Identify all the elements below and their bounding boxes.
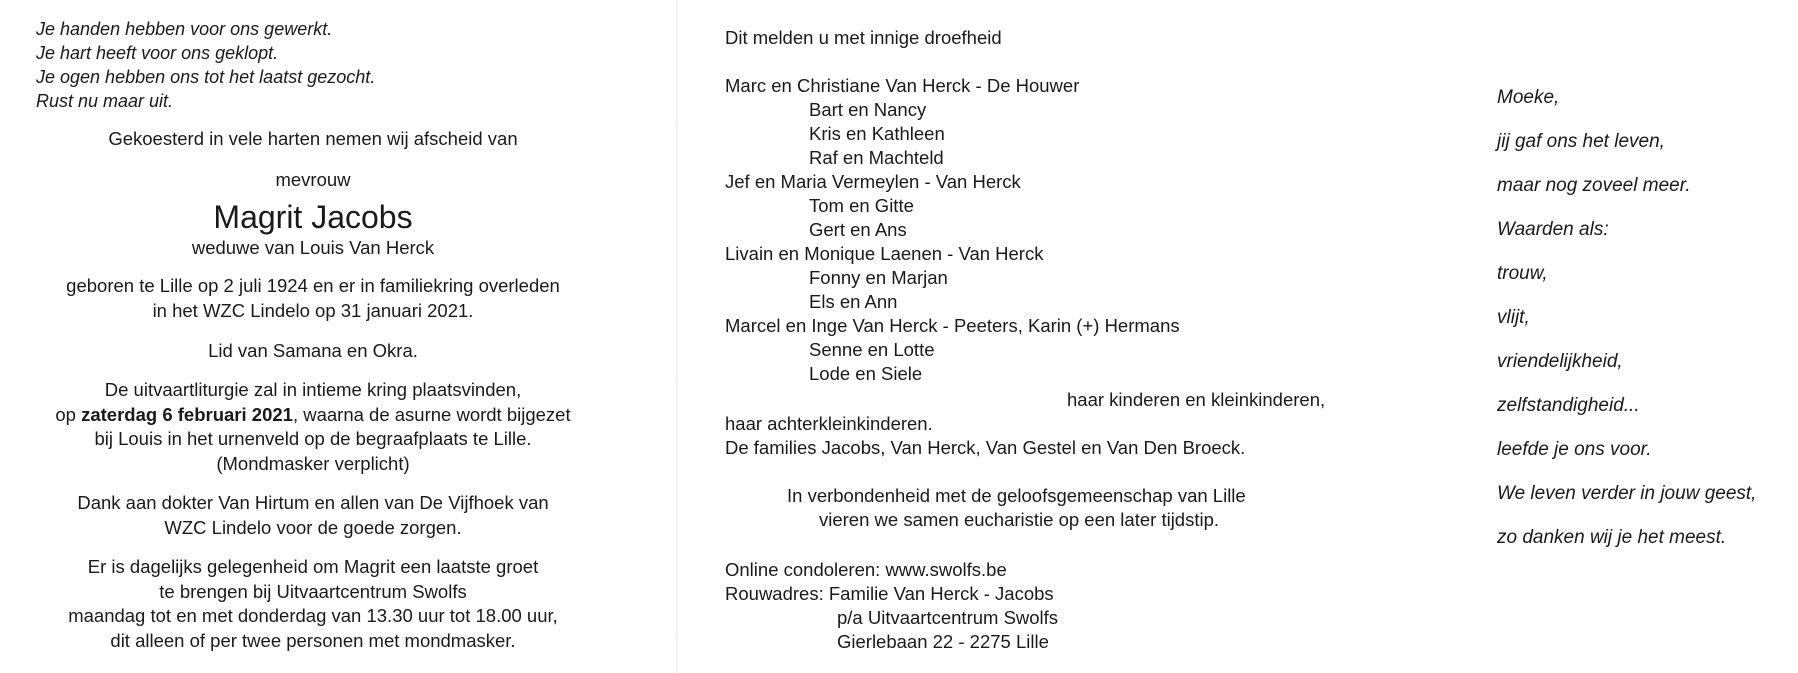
poem-line: vlijt, <box>1497 307 1530 328</box>
widow-of: weduwe van Louis Van Herck <box>191 237 435 258</box>
funeral-prefix: op <box>55 403 82 425</box>
funeral-line: bij Louis in het urnenveld op de begraafplaats te Lille. <box>94 428 532 449</box>
great-grandchildren: haar achterkleinkinderen. <box>725 413 933 434</box>
membership: Lid van Samana en Okra. <box>208 340 418 361</box>
birth-death-line: geboren te Lille op 2 juli 1924 en er in familiekring overleden <box>66 275 560 296</box>
family-line: Senne en Lotte <box>809 339 935 360</box>
poem-line: We leven verder in jouw geest, <box>1497 483 1757 504</box>
families-line: De families Jacobs, Van Herck, Van Gestel en Van Den Broeck. <box>725 437 1246 458</box>
church-line: vieren we samen eucharistie op een later tijdstip. <box>819 509 1220 530</box>
thanks-line: Dank aan dokter Van Hirtum en allen van De Vijfhoek van <box>77 492 549 513</box>
family-line: Marcel en Inge Van Herck - Peeters, Karin (+) Hermans <box>725 315 1180 336</box>
funeral-info <box>0 378 626 476</box>
thanks <box>0 491 626 540</box>
poem-line: Je ogen hebben ons tot het laatst gezocht. <box>36 67 376 87</box>
family-line: Marc en Christiane Van Herck - De Houwer <box>725 75 1080 96</box>
card-fold <box>676 0 678 673</box>
family-line: Bart en Nancy <box>809 99 927 120</box>
visitation-line: maandag tot en met donderdag van 13.30 uur tot 18.00 uur, <box>68 605 558 626</box>
family-line: Lode en Siele <box>809 363 923 384</box>
birth-death-info <box>0 274 626 323</box>
poem-line: Je handen hebben voor ons gewerkt. <box>36 19 333 39</box>
mourning-address: Rouwadres: Familie Van Herck - Jacobs <box>725 583 1054 604</box>
funeral-date-line <box>0 403 626 428</box>
intro-text: Gekoesterd in vele harten nemen wij afscheid van <box>108 128 518 149</box>
left-panel <box>0 0 676 673</box>
poem-line: Waarden als: <box>1497 219 1609 240</box>
online-condolences: Online condoleren: www.swolfs.be <box>725 559 1007 580</box>
visitation-line: Er is dagelijks gelegenheid om Magrit een laatste groet <box>87 556 539 577</box>
announcement: Dit melden u met innige droefheid <box>725 27 1002 48</box>
visitation-info <box>0 555 626 653</box>
deceased-name: Magrit Jacobs <box>213 199 413 235</box>
family-line: Tom en Gitte <box>809 195 914 216</box>
funeral-line: De uitvaartliturgie zal in intieme kring plaatsvinden, <box>104 379 522 400</box>
opening-poem <box>36 17 375 113</box>
poem-line: jij gaf ons het leven, <box>1497 131 1665 152</box>
poem-line: maar nog zoveel meer. <box>1497 175 1691 196</box>
family-line: Gert en Ans <box>809 219 907 240</box>
children-label: haar kinderen en kleinkinderen, <box>1067 389 1326 410</box>
poem-line: Rust nu maar uit. <box>36 91 174 111</box>
birth-death-line: in het WZC Lindelo op 31 januari 2021. <box>152 299 474 321</box>
church-line: In verbondenheid met de geloofsgemeenschap van Lille <box>787 485 1246 506</box>
poem-line: Moeke, <box>1497 87 1560 108</box>
mask-note: (Mondmasker verplicht) <box>216 452 410 474</box>
poem-line: Je hart heeft voor ons geklopt. <box>36 43 279 63</box>
family-line: Jef en Maria Vermeylen - Van Herck <box>725 171 1021 192</box>
poem-line: zelfstandigheid... <box>1497 395 1640 416</box>
closing-poem <box>1497 86 1756 570</box>
family-line: Kris en Kathleen <box>809 123 945 144</box>
mourning-address: p/a Uitvaartcentrum Swolfs <box>837 607 1059 628</box>
funeral-date: zaterdag 6 februari 2021 <box>81 403 293 425</box>
family-line: Raf en Machteld <box>809 147 944 168</box>
poem-line: vriendelijkheid, <box>1497 351 1623 372</box>
family-line: Fonny en Marjan <box>809 267 948 288</box>
family-line: Livain en Monique Laenen - Van Herck <box>725 243 1044 264</box>
poem-line: zo danken wij je het meest. <box>1497 527 1727 548</box>
visitation-line: te brengen bij Uitvaartcentrum Swolfs <box>159 580 467 602</box>
poem-line: leefde je ons voor. <box>1497 439 1652 460</box>
mourning-address: Gierlebaan 22 - 2275 Lille <box>837 631 1049 652</box>
salutation: mevrouw <box>275 169 351 190</box>
thanks-line: WZC Lindelo voor de goede zorgen. <box>164 516 462 538</box>
family-line: Els en Ann <box>809 291 898 312</box>
poem-line: trouw, <box>1497 263 1548 284</box>
funeral-suffix: , waarna de asurne wordt bijgezet <box>292 403 571 425</box>
middle-panel <box>725 0 1485 673</box>
visitation-line: dit alleen of per twee personen met mondmasker. <box>110 629 516 651</box>
